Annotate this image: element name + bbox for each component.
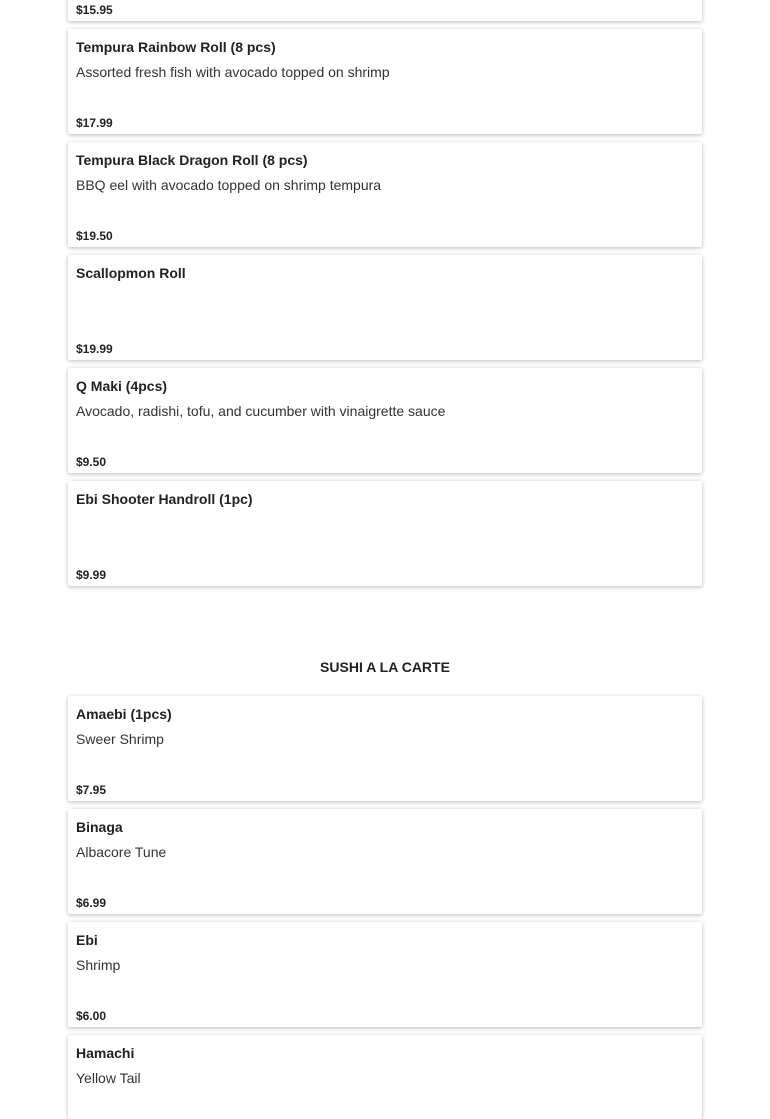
menu-item-name: Tempura Rainbow Roll (8 pcs) <box>76 39 276 55</box>
menu-item-name: Q Maki (4pcs) <box>76 378 168 394</box>
menu-item-name: Ebi Shooter Handroll (1pc) <box>76 491 253 507</box>
menu-item-card[interactable] <box>68 809 702 914</box>
menu-item-card[interactable] <box>68 1035 702 1119</box>
menu-item-price: $9.99 <box>76 568 107 582</box>
menu-item-description: BBQ eel with avocado topped on shrimp tempura <box>76 177 382 193</box>
menu-item-name: Hamachi <box>76 1045 135 1061</box>
menu-item-description: Sweer Shrimp <box>76 731 164 747</box>
menu-item-card[interactable] <box>68 255 702 360</box>
menu-item-description: Yellow Tail <box>76 1070 141 1086</box>
menu-item-card[interactable] <box>68 142 702 247</box>
menu-item-price: $17.99 <box>76 116 113 130</box>
menu-item-name: Tempura Black Dragon Roll (8 pcs) <box>76 152 308 168</box>
menu-item-name: Ebi <box>76 932 98 948</box>
section-title: SUSHI A LA CARTE <box>320 659 450 675</box>
menu-item-card[interactable] <box>68 922 702 1027</box>
menu-item-card[interactable] <box>68 481 702 586</box>
menu-item-name: Binaga <box>76 819 123 835</box>
menu-item-price: $9.50 <box>76 455 107 469</box>
menu-item-price: $19.50 <box>76 229 113 243</box>
menu-item-price: $15.95 <box>76 3 113 17</box>
menu-item-card[interactable] <box>68 368 702 473</box>
menu-item-description: Avocado, radishi, tofu, and cucumber with vinaigrette sauce <box>76 403 446 419</box>
menu-item-name: Amaebi (1pcs) <box>76 706 172 722</box>
menu-item-price: $7.95 <box>76 783 107 797</box>
menu-item-card[interactable] <box>68 696 702 801</box>
menu-item-description: Shrimp <box>76 957 121 973</box>
menu-item-card[interactable] <box>68 29 702 134</box>
menu-item-price: $19.99 <box>76 342 113 356</box>
menu-item-name: Scallopmon Roll <box>76 265 186 281</box>
menu-item-price: $6.99 <box>76 896 107 910</box>
menu-item-card[interactable] <box>68 0 702 21</box>
menu-item-description: Assorted fresh fish with avocado topped on shrimp <box>76 64 390 80</box>
menu-item-description: Albacore Tune <box>76 844 167 860</box>
menu-item-price: $6.00 <box>76 1009 107 1023</box>
